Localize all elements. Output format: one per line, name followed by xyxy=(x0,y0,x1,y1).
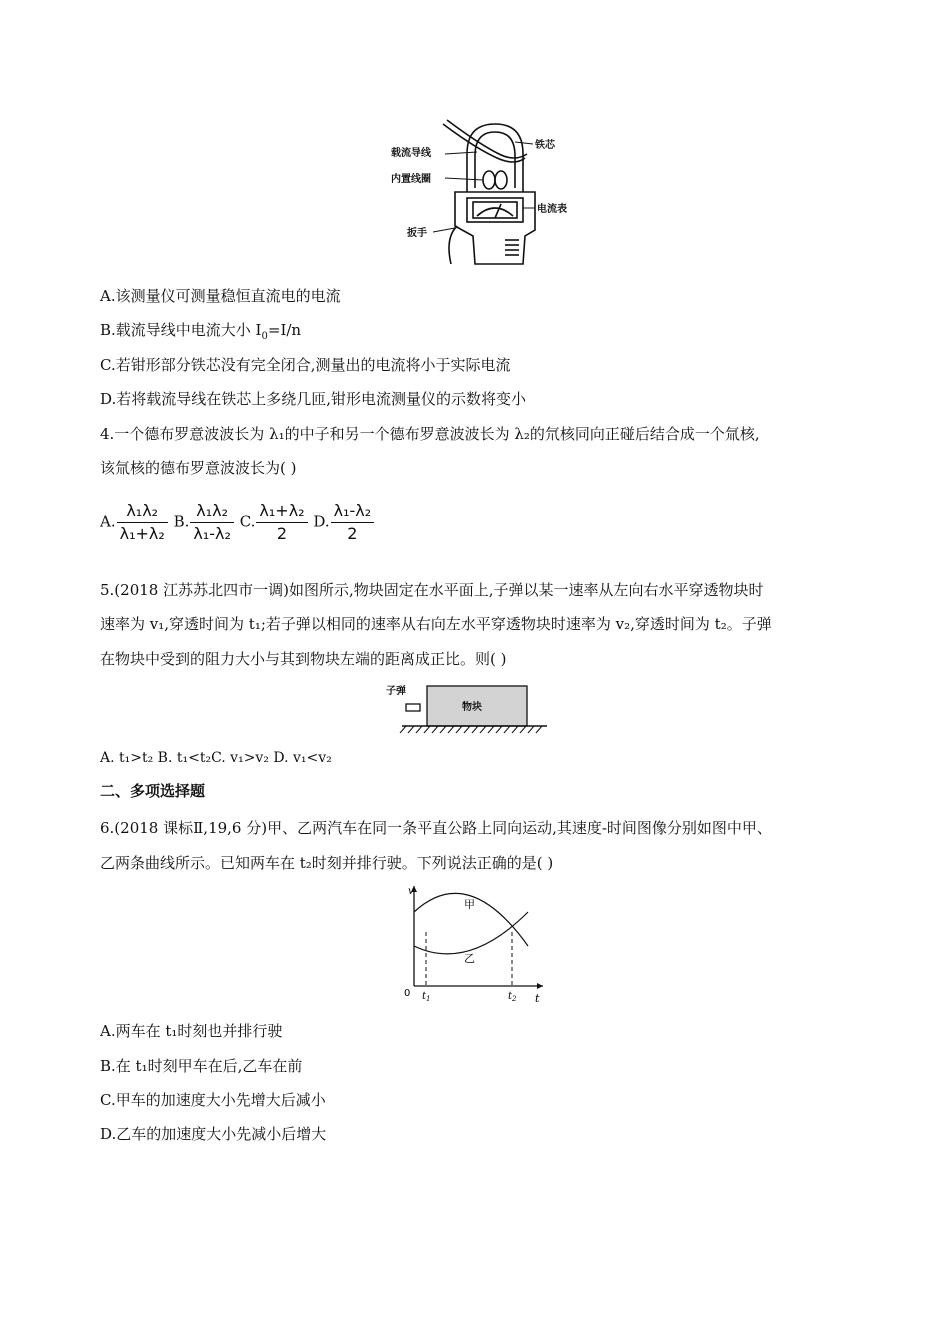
q4-option-a-den: λ₁+λ₂ xyxy=(119,524,165,543)
bullet-label: 子弹 xyxy=(386,686,406,697)
q3-option-a: A.该测量仪可测量稳恒直流电的电流 xyxy=(100,287,341,305)
ground-hatch xyxy=(400,726,542,733)
curve-yi xyxy=(414,912,528,954)
handle-label: 扳手 xyxy=(407,228,427,239)
q4-option-d-label: D. xyxy=(313,512,330,531)
q4-option-c-den: 2 xyxy=(276,524,288,543)
q6-option-c: C.甲车的加速度大小先增大后减小 xyxy=(100,1091,326,1109)
q3-option-b-sub: 0 xyxy=(261,331,268,342)
q5-stem-line1: 5.(2018 江苏苏北四市一调)如图所示,物块固定在水平面上,子弹以某一速率从左向右水平穿透物块时 xyxy=(100,581,764,599)
wire-label: 载流导线 xyxy=(391,148,431,159)
x-axis-label: t xyxy=(535,992,540,1005)
q3-option-d: D.若将载流导线在铁芯上多绕几匝,钳形电流测量仪的示数将变小 xyxy=(100,390,527,408)
q4-option-c-fraction xyxy=(256,500,307,545)
q4-options xyxy=(100,500,375,545)
q4-option-d-fraction xyxy=(331,500,375,545)
bullet-shape xyxy=(406,704,420,711)
q4-option-b-label: B. xyxy=(173,512,190,531)
q5-stem-line2: 速率为 v₁,穿透时间为 t₁;若子弹以相同的速率从右向左水平穿透物块时速率为 v₂,穿透时间为 t₂。子弹 xyxy=(100,615,772,633)
t1-label xyxy=(422,991,431,1003)
velocity-time-graph xyxy=(398,882,548,1006)
q3-option-b-suffix: =I/n xyxy=(267,321,302,339)
q6-option-d: D.乙车的加速度大小先减小后增大 xyxy=(100,1125,327,1143)
q5-stem-line3: 在物块中受到的阻力大小与其到物块左端的距离成正比。则( ) xyxy=(100,650,507,668)
q6-stem-line1: 6.(2018 课标Ⅱ,19,6 分)甲、乙两汽车在同一条平直公路上同向运动,其速度-时间图像分别如图中甲、 xyxy=(100,819,772,837)
q3-option-c: C.若钳形部分铁芯没有完全闭合,测量出的电流将小于实际电流 xyxy=(100,356,511,374)
curve-yi-label: 乙 xyxy=(464,952,475,965)
x-axis-arrow xyxy=(537,983,543,989)
section2-title: 二、多项选择题 xyxy=(100,782,206,800)
q4-option-b-den: λ₁-λ₂ xyxy=(193,524,231,543)
q4-option-a-fraction xyxy=(117,500,168,545)
q4-option-c-num: λ₁+λ₂ xyxy=(256,500,307,523)
t1-label-main: t xyxy=(422,991,427,1002)
q4-option-b-num: λ₁λ₂ xyxy=(190,500,234,523)
q6-option-a: A.两车在 t₁时刻也并排行驶 xyxy=(100,1022,283,1040)
q6-option-b: B.在 t₁时刻甲车在后,乙车在前 xyxy=(100,1057,303,1075)
t2-label-sub: 2 xyxy=(512,995,517,1003)
ammeter-label: 电流表 xyxy=(537,204,567,215)
q4-option-a-num: λ₁λ₂ xyxy=(117,500,168,523)
q4-option-b-fraction xyxy=(190,500,234,545)
block-label: 物块 xyxy=(462,702,482,713)
y-axis-label: v xyxy=(408,886,414,897)
t2-label-main: t xyxy=(508,991,513,1002)
q4-option-d-num: λ₁-λ₂ xyxy=(331,500,375,523)
t2-label xyxy=(508,991,517,1003)
q6-stem-line2: 乙两条曲线所示。已知两车在 t₂时刻并排行驶。下列说法正确的是( ) xyxy=(100,854,554,872)
q4-option-d-den: 2 xyxy=(347,524,358,543)
clamp-meter-figure xyxy=(385,118,575,270)
q3-option-b-prefix: B.载流导线中电流大小 I xyxy=(100,321,262,339)
curve-jia-label: 甲 xyxy=(464,898,475,911)
q4-stem-line2: 该氚核的德布罗意波波长为( ) xyxy=(100,459,297,477)
iron-core-label: 铁芯 xyxy=(535,140,555,151)
bullet-block-figure xyxy=(382,680,552,740)
q4-stem-line1: 4.一个德布罗意波波长为 λ₁的中子和另一个德布罗意波波长为 λ₂的氘核同向正碰后结合成一个氚核, xyxy=(100,425,760,443)
q5-options: A. t₁>t₂ B. t₁<t₂C. v₁>v₂ D. v₁<v₂ xyxy=(100,750,332,766)
coil-label: 内置线圈 xyxy=(391,174,431,185)
t1-label-sub: 1 xyxy=(426,995,431,1003)
origin-label: 0 xyxy=(404,988,411,999)
q4-option-c-label: C. xyxy=(239,512,256,531)
q4-option-a-label: A. xyxy=(100,512,116,531)
q3-option-b xyxy=(100,320,301,347)
